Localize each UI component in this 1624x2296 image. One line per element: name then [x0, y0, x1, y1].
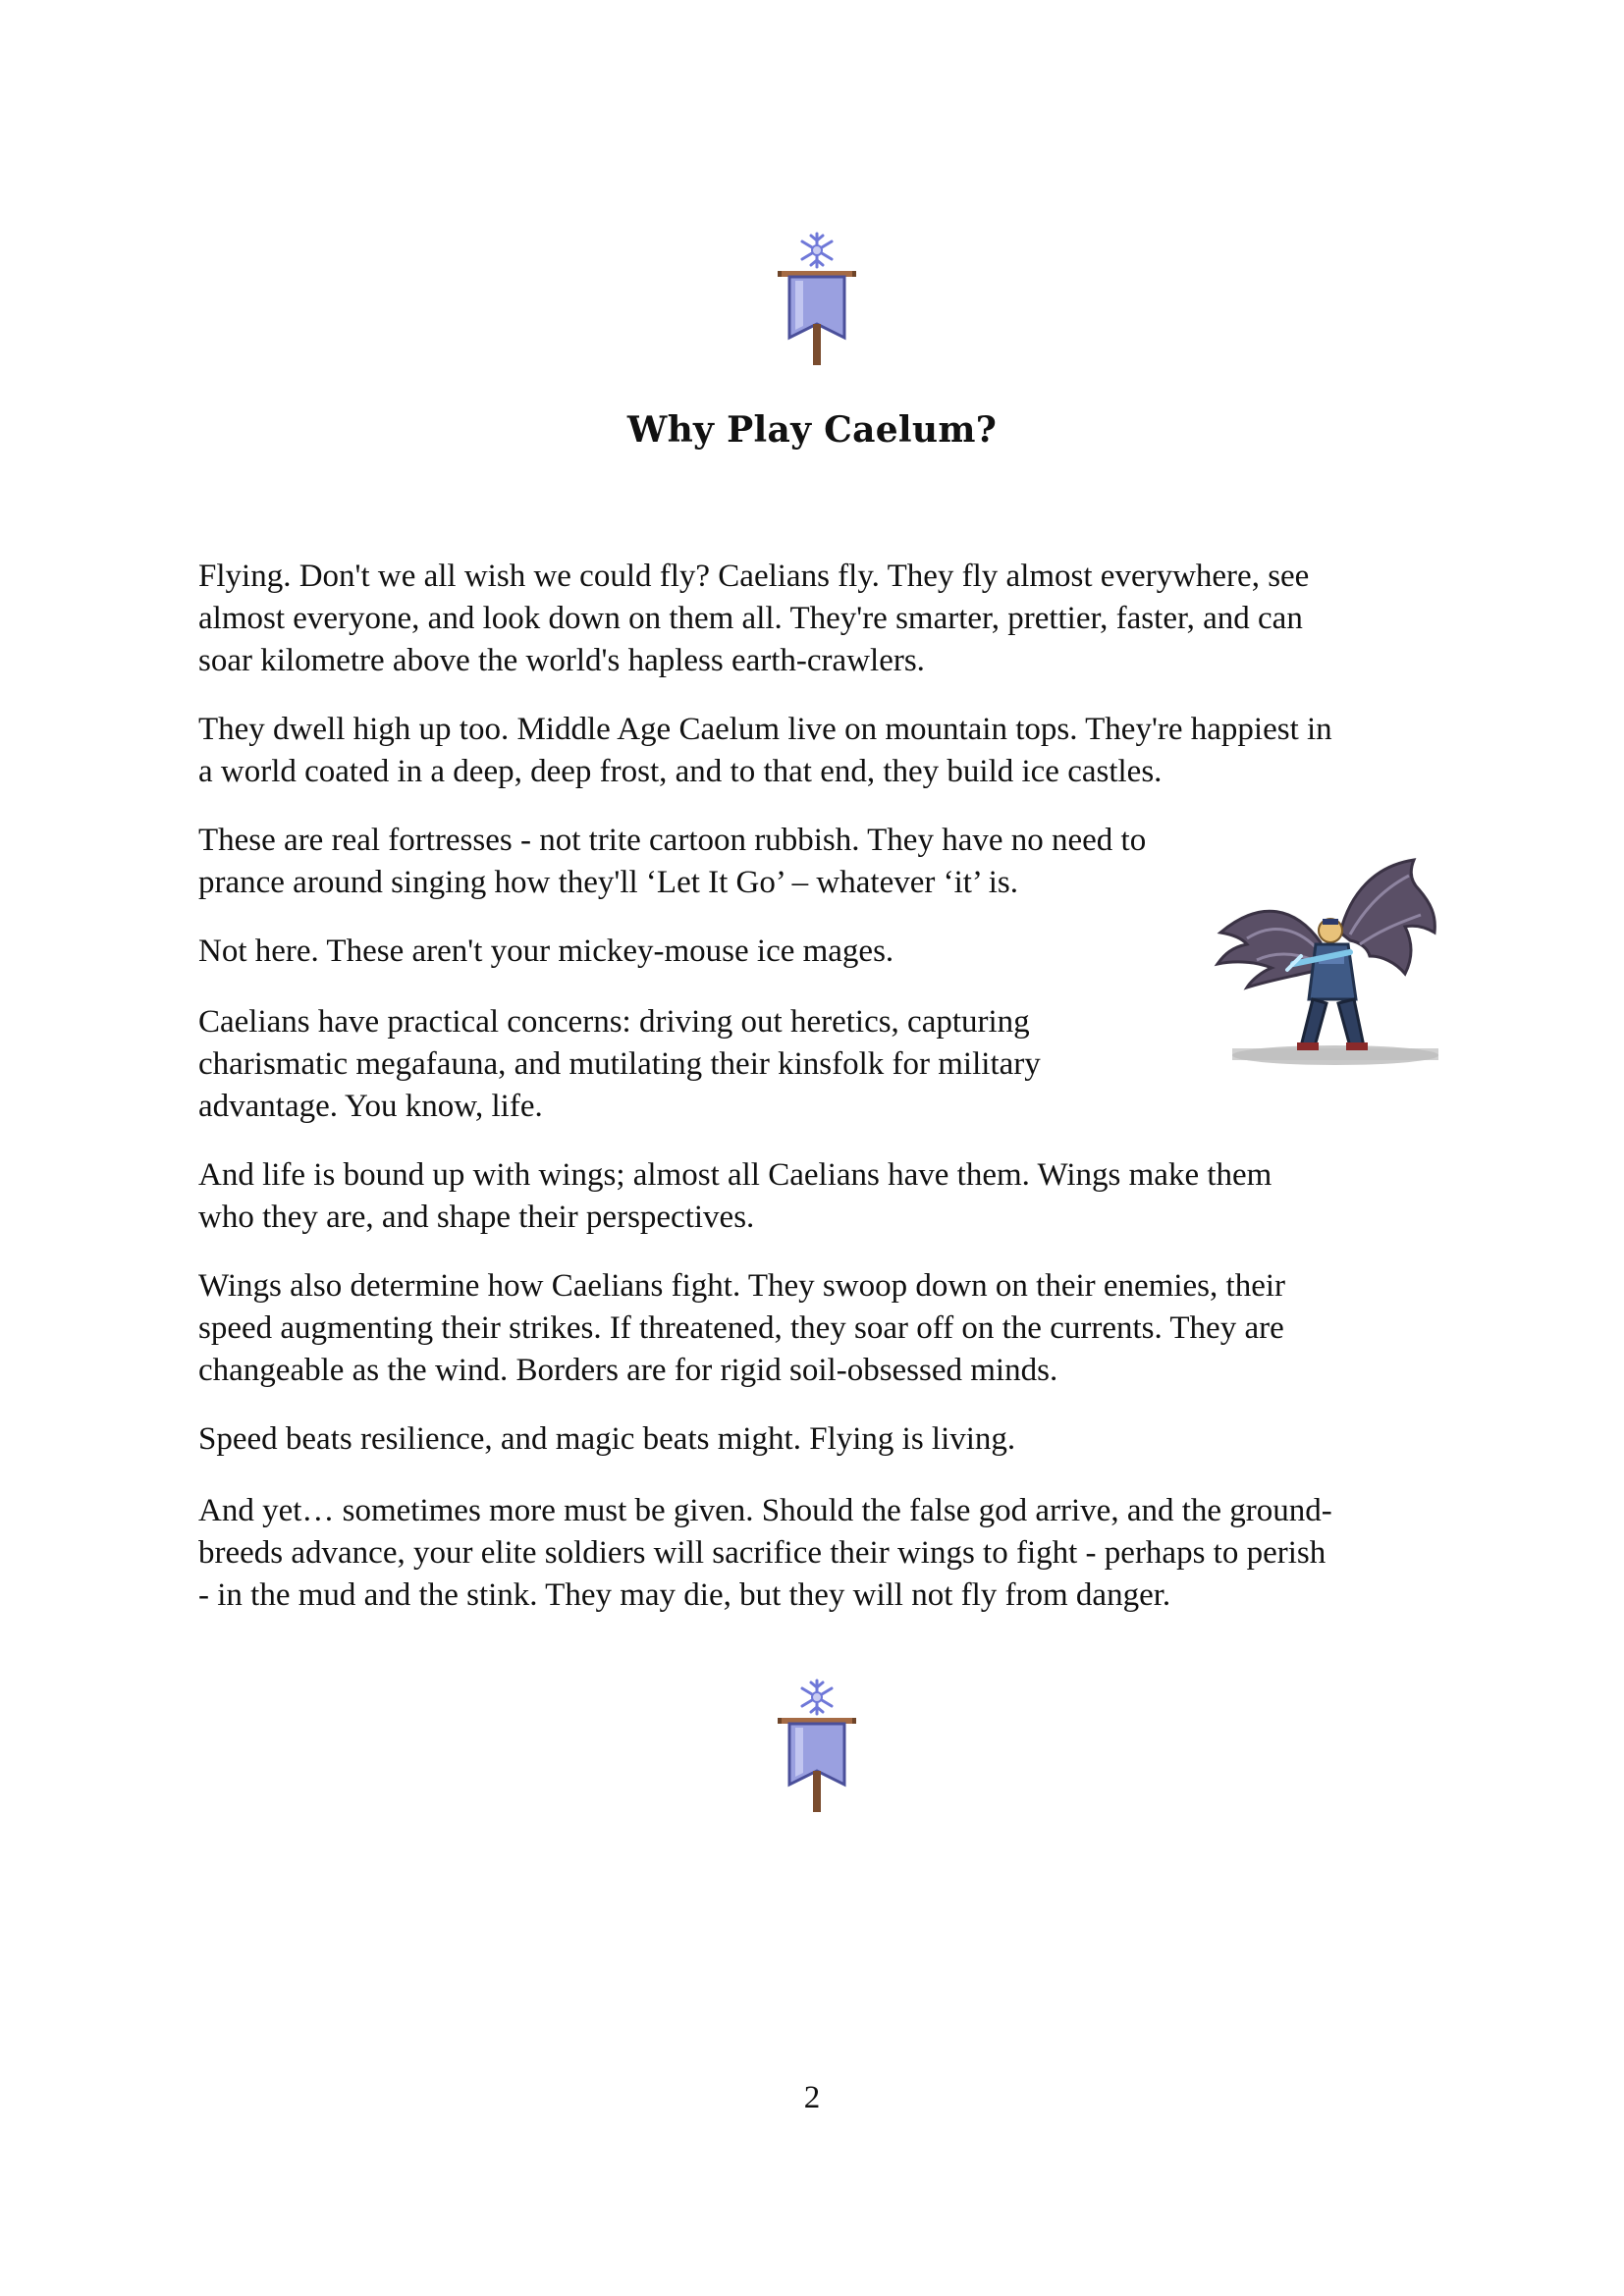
paragraph-wings-life: [198, 1154, 1272, 1239]
snowflake-banner-icon: [770, 232, 864, 365]
paragraph-flying: [198, 556, 1309, 682]
paragraph-line: Not here. These aren't your mickey-mouse ice mages.: [198, 934, 894, 969]
paragraph-speed-beats-resilience: [198, 1418, 1015, 1461]
paragraph-line: They dwell high up too. Middle Age Caelum live on mountain tops. They're happiest in: [198, 712, 1332, 747]
snowflake-banner-icon: [770, 1679, 864, 1812]
paragraph-line: Flying. Don't we all wish we could fly? Caelians fly. They fly almost everywhere, see: [198, 559, 1310, 594]
page-number: 2: [803, 2080, 821, 2115]
paragraph-and-yet: [198, 1490, 1332, 1617]
paragraph-line: Speed beats resilience, and magic beats might. Flying is living.: [198, 1421, 1016, 1457]
paragraph-line: who they are, and shape their perspectives.: [198, 1200, 755, 1235]
paragraph-line: almost everyone, and look down on them all. They're smarter, prettier, faster, and can: [198, 601, 1303, 636]
paragraph-fortresses: [198, 820, 1146, 904]
paragraph-line: a world coated in a deep, deep frost, and to that end, they build ice castles.: [198, 754, 1163, 789]
paragraph-line: And life is bound up with wings; almost all Caelians have them. Wings make them: [198, 1157, 1272, 1193]
winged-caelian-warrior-icon: [1203, 854, 1453, 1075]
paragraph-line: Wings also determine how Caelians fight. They swoop down on their enemies, their: [198, 1268, 1285, 1304]
paragraph-practical-concerns: [198, 1001, 1041, 1128]
paragraph-line: Caelians have practical concerns: driving out heretics, capturing: [198, 1004, 1030, 1040]
paragraph-line: advantage. You know, life.: [198, 1089, 543, 1124]
paragraph-line: breeds advance, your elite soldiers will sacrifice their wings to fight - perhaps to perish: [198, 1535, 1326, 1571]
paragraph-line: - in the mud and the stink. They may die, but they will not fly from danger.: [198, 1577, 1171, 1613]
paragraph-how-they-fight: [198, 1265, 1285, 1392]
paragraph-not-here: [198, 931, 893, 973]
paragraph-line: These are real fortresses - not trite cartoon rubbish. They have no need to: [198, 823, 1147, 858]
paragraph-line: soar kilometre above the world's hapless earth-crawlers.: [198, 643, 925, 678]
paragraph-line: changeable as the wind. Borders are for rigid soil-obsessed minds.: [198, 1353, 1058, 1388]
paragraph-line: speed augmenting their strikes. If threatened, they soar off on the currents. They are: [198, 1310, 1284, 1346]
paragraph-dwell-high: [198, 709, 1332, 793]
paragraph-line: charismatic megafauna, and mutilating their kinsfolk for military: [198, 1046, 1041, 1082]
page-title: Why Play Caelum?: [626, 409, 998, 451]
paragraph-line: And yet… sometimes more must be given. Should the false god arrive, and the ground-: [198, 1493, 1332, 1528]
paragraph-line: prance around singing how they'll ‘Let It Go’ – whatever ‘it’ is.: [198, 865, 1018, 900]
